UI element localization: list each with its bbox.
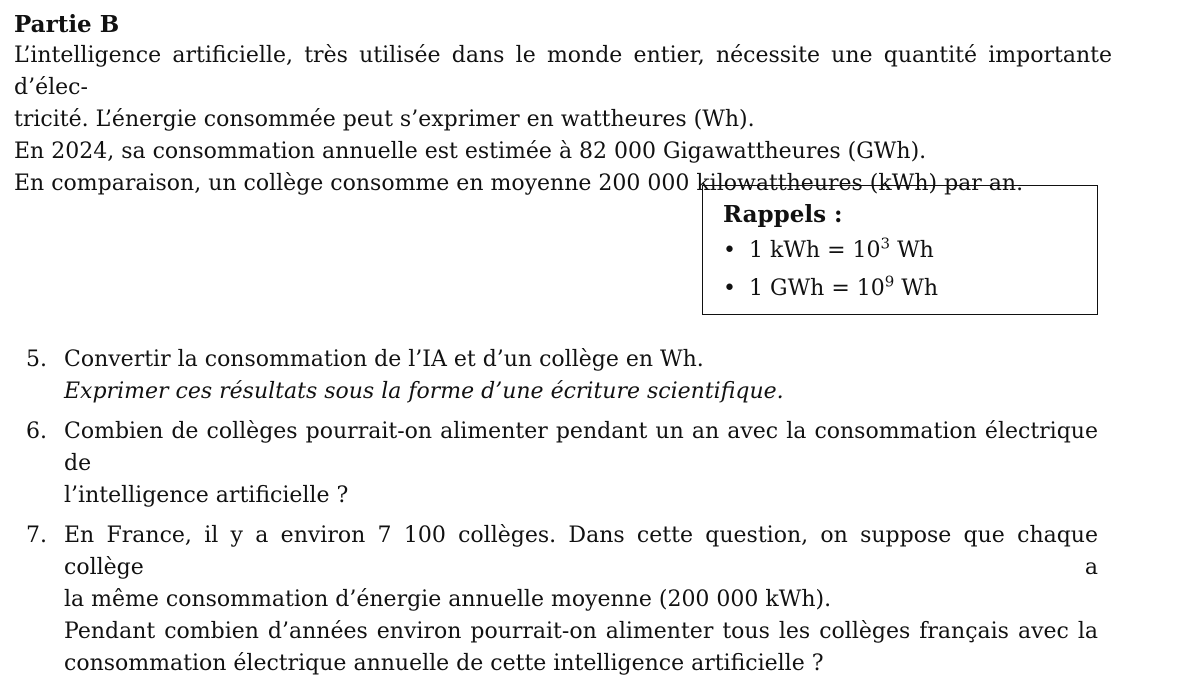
question-instruction: Exprimer ces résultats sous la forme d’une écriture scientifique.: [64, 379, 784, 404]
question-text: l’intelligence artificielle ?: [64, 483, 349, 508]
bullet-icon: •: [723, 238, 736, 263]
question-7: [26, 520, 1098, 680]
reminders-box: [702, 185, 1098, 315]
question-6: [26, 416, 1098, 512]
reminder-item-gwh: [723, 270, 1077, 308]
question-number: 6.: [26, 419, 47, 444]
question-number: 5.: [26, 347, 47, 372]
reminder-kwh-text: 1 kWh = $10^3$ Wh: [749, 234, 934, 263]
question-text: la même consommation d’énergie annuelle moyenne (200 000 kWh).: [64, 587, 832, 612]
question-body: [64, 416, 1098, 512]
question-body: [64, 520, 1098, 680]
question-text: consommation électrique annuelle de cette intelligence artificielle ?: [64, 651, 824, 676]
intro-line: tricité. L’énergie consommée peut s’exprimer en wattheures (Wh).: [14, 107, 755, 132]
bullet-icon: •: [723, 276, 736, 301]
reminders-title: Rappels :: [723, 201, 843, 228]
intro-line: L’intelligence artificielle, très utilisée dans le monde entier, nécessite une quantité importante d’élec-: [14, 43, 1112, 100]
question-text: Convertir la consommation de l’IA et d’un collège en Wh.: [64, 347, 704, 372]
intro-line: En comparaison, un collège consomme en moyenne 200 000 kilowattheures (kWh) par an.: [14, 171, 1024, 196]
question-5: [26, 344, 1098, 408]
document-page: [14, 10, 1186, 200]
section-title: Partie B: [14, 11, 120, 38]
intro-paragraph: [14, 40, 1112, 200]
question-number: 7.: [26, 523, 47, 548]
question-text: Pendant combien d’années environ pourrait-on alimenter tous les collèges français avec la: [64, 619, 1098, 644]
question-text: Combien de collèges pourrait-on alimenter pendant un an avec la consommation électrique de: [64, 419, 1098, 476]
question-text: En France, il y a environ 7 100 collèges. Dans cette question, on suppose que chaque collège a: [64, 523, 1098, 580]
reminder-gwh-text: 1 GWh = $10^9$ Wh: [749, 272, 939, 301]
reminder-item-kwh: [723, 232, 1077, 270]
questions-list: [26, 344, 1098, 688]
intro-line: En 2024, sa consommation annuelle est estimée à 82 000 Gigawattheures (GWh).: [14, 139, 927, 164]
question-body: [64, 344, 1098, 408]
